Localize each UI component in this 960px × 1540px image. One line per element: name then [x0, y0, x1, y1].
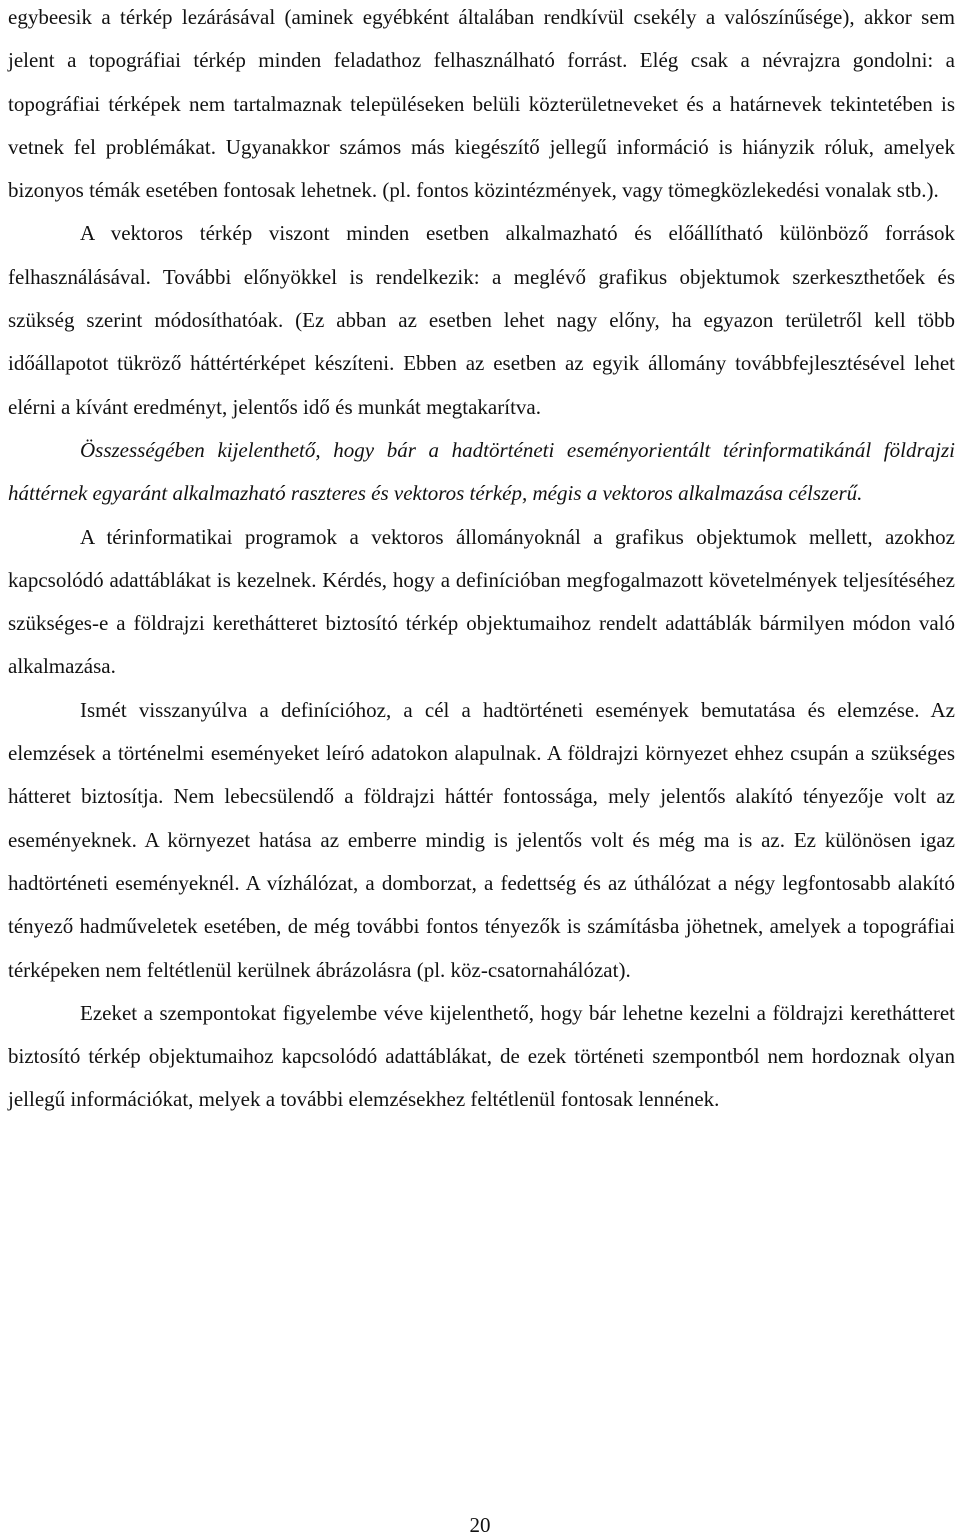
- paragraph-definition-analysis: Ismét visszanyúlva a definícióhoz, a cél a hadtörténeti események bemutatása és elemzése. Az elemzések a történelmi eseményeket leíró adatokon alapulnak. A földrajzi környezet ehhez csupán a szükséges hátteret biztosítja. Nem lebecsülendő a földrajzi háttér fontossága, mely jelentős alakító tényezője volt az eseményeknek. A környezet hatása az emberre mindig is jelentős volt és még ma is az. Ez különösen igaz hadtörténeti eseményeknél. A vízhálózat, a domborzat, a fedettség és az úthálózat a négy legfontosabb alakító tényező hadműveletek esetében, de még további fontos tényezők is számításba jöhetnek, amelyek a topográfiai térképeken nem feltétlenül kerülnek ábrázolásra (pl. köz-csatornahálózat).: [8, 697, 955, 982]
- paragraph-map-sources: egybeesik a térkép lezárásával (aminek egyébként általában rendkívül csekély a valószínűsége), akkor sem jelent a topográfiai térkép minden feladathoz felhasználható forrást. Elég csak a névrajzra gondolni: a topográfiai térképek nem tartalmaznak településeken belüli közterületneveket és a határnevek tekintetében is vetnek fel problémákat. Ugyanakkor számos más kiegészítő jellegű információ is hiányzik róluk, amelyek bizonyos témák esetében fontosak lehetnek. (pl. fontos közintézmények, vagy tömegközlekedési vonalak stb.).: [8, 5, 955, 203]
- document-page: [8, 0, 955, 1122]
- paragraph-summary: Összességében kijelenthető, hogy bár a hadtörténeti eseményorientált térinformatikánál földrajzi háttérnek egyaránt alkalmazható raszteres és vektoros térkép, mégis a vektoros alkalmazása célszerű.: [8, 437, 955, 506]
- paragraph-conclusion: Ezeket a szempontokat figyelembe véve kijelenthető, hogy bár lehetne kezelni a földrajzi kerethátteret biztosító térkép objektumaihoz kapcsolódó adattáblákat, de ezek történeti szempontból nem hordoznak olyan jellegű információkat, melyek a további elemzésekhez feltétlenül fontosak lennének.: [8, 1000, 955, 1112]
- paragraph-attribute-tables: A térinformatikai programok a vektoros állományoknál a grafikus objektumok mellett, azokhoz kapcsolódó adattáblákat is kezelnek. Kérdés, hogy a definícióban megfogalmazott követelmények teljesítéséhez szükséges-e a földrajzi kerethátteret biztosító térkép objektumaihoz rendelt adattáblák bármilyen módon való alkalmazása.: [8, 524, 955, 679]
- paragraph-vector-map-advantages: A vektoros térkép viszont minden esetben alkalmazható és előállítható különböző források felhasználásával. További előnyökkel is rendelkezik: a meglévő grafikus objektumok szerkeszthetőek és szükség szerint módosíthatóak. (Ez abban az esetben lehet nagy előny, ha egyazon területről kell több időállapotot tükröző háttértérképet készíteni. Ebben az esetben az egyik állomány továbbfejlesztésével lehet elérni a kívánt eredményt, jelentős idő és munkát megtakarítva.: [8, 221, 955, 419]
- page-number: 20: [469, 1513, 491, 1537]
